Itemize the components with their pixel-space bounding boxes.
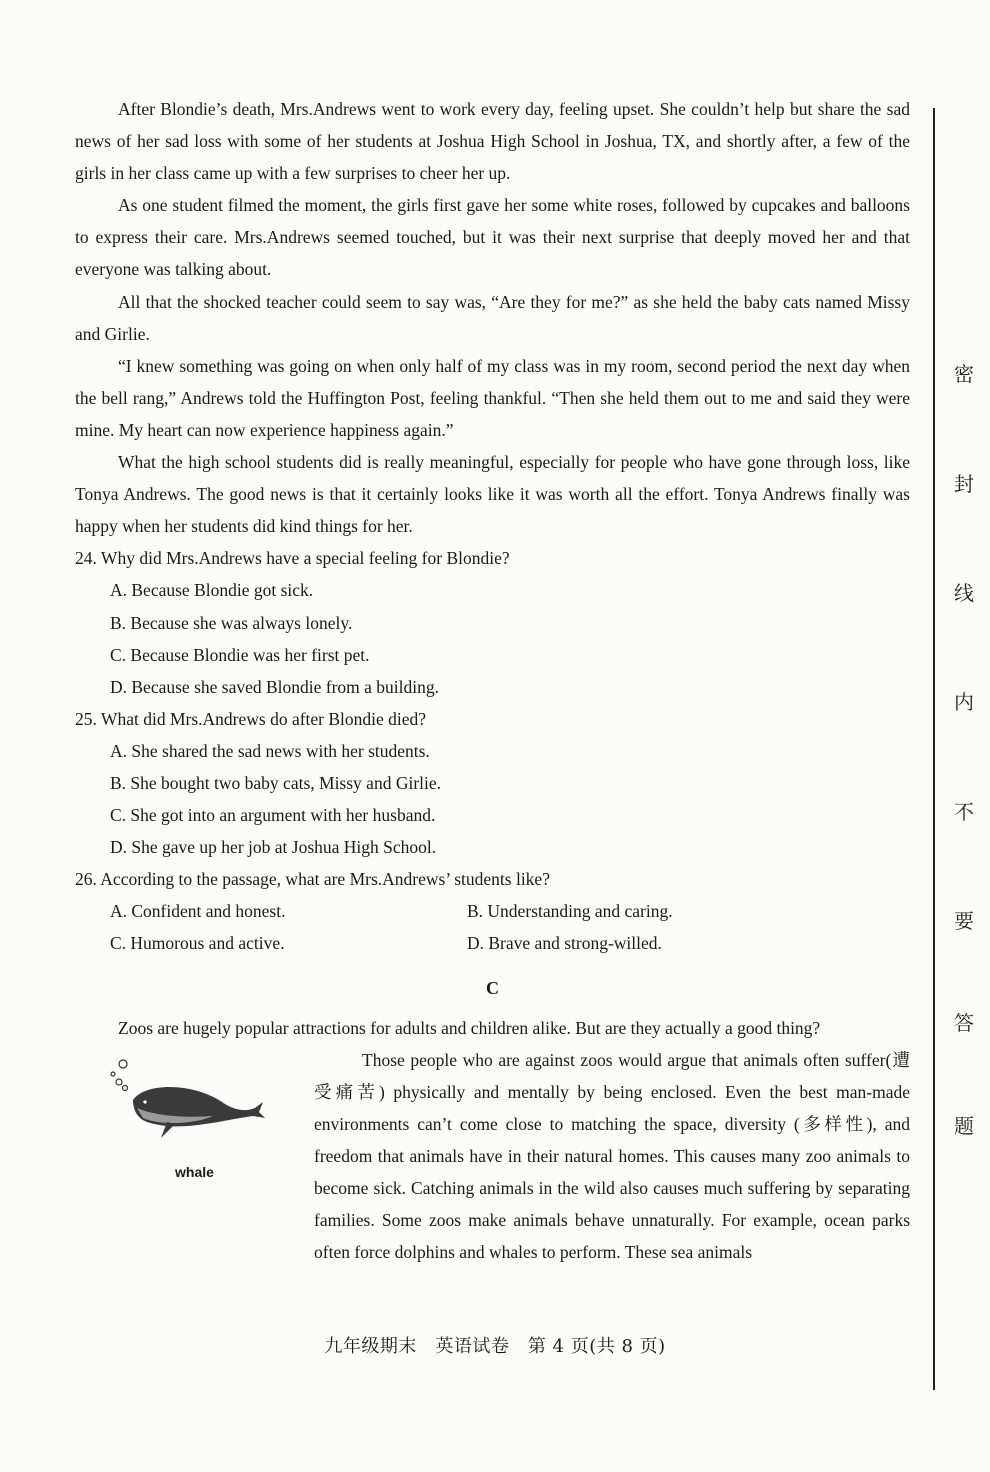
binding-char-8: 题 [954,1114,974,1138]
binding-char-6: 要 [954,909,974,933]
binding-char-2: 封 [954,472,974,496]
page-footer: 九年级期末 英语试卷 第 4 页(共 8 页) [324,1336,666,1357]
passage-c-heading: C [486,977,499,998]
question-24-option-a: A. Because Blondie got sick. [110,580,314,601]
binding-char-4: 内 [954,690,974,714]
question-25-option-c: C. She got into an argument with her husband. [110,805,436,826]
binding-char-3: 线 [954,581,974,605]
binding-line [933,108,935,1390]
question-26-options-row-1 [75,895,910,927]
exam-page-content [75,93,910,1268]
question-24-option-d: D. Because she saved Blondie from a building. [110,676,440,697]
question-26-option-d: D. Brave and strong-willed. [467,933,662,954]
passage-c-body-wrapped: Those people who are against zoos would argue that animals often suffer(遭受痛苦) physically and mentally by being enclosed. Even the best man-made environments can’t come close to matching the space, diversity (多样性), and freedom that animals have in their natural homes. This causes many zoo animals to become sick. Catching animals in the wild also causes much suffering by separating families. Some zoos make animals behave unnaturally. For example, ocean parks often force dolphins and whales to perform. These sea animals [314,1049,910,1263]
passage-b-paragraph-4: “I knew something was going on when only half of my class was in my room, second period the next day when the bell rang,” Andrews told the Huffington Post, feeling thankful. “Then she held them out to me and said they were mine. My heart can now experience happiness again.” [75,355,910,440]
binding-char-1: 密 [954,362,974,386]
question-25-option-b: B. She bought two baby cats, Missy and Girlie. [110,772,442,793]
question-24-option-c: C. Because Blondie was her first pet. [110,644,370,665]
passage-b-paragraph-3: All that the shocked teacher could seem to say was, “Are they for me?” as she held the baby cats named Missy and Girlie. [75,291,910,344]
whale-figure [75,1044,314,1269]
passage-b-paragraph-1: After Blondie’s death, Mrs.Andrews went to work every day, feeling upset. She couldn’t help but share the sad news of her sad loss with some of her students at Joshua High School in Joshua, TX, and shortly after, a few of the girls in her class came up with a few surprises to cheer her up. [75,99,910,184]
passage-c-intro: Zoos are hugely popular attractions for adults and children alike. But are they actually a good thing? [118,1017,821,1038]
whale-icon [105,1052,275,1147]
passage-b-paragraph-2: As one student filmed the moment, the girls first gave her some white roses, followed by cupcakes and balloons to express their care. Mrs.Andrews seemed touched, but it was their next surprise that deeply moved her and that everyone was talking about. [75,195,910,280]
binding-char-7: 答 [954,1011,974,1035]
question-24-option-b: B. Because she was always lonely. [110,612,353,633]
question-26-options-row-2 [75,927,910,959]
question-26-stem: 26. According to the passage, what are Mrs.Andrews’ students like? [75,869,550,890]
question-24-stem: 24. Why did Mrs.Andrews have a special feeling for Blondie? [75,548,510,569]
question-26-option-c: C. Humorous and active. [110,933,285,954]
question-26-option-a: A. Confident and honest. [110,901,286,922]
whale-caption: whale [175,1163,214,1180]
passage-b-paragraph-5: What the high school students did is really meaningful, especially for people who have gone through loss, like Tonya Andrews. The good news is that it certainly looks like it was worth all the effort. Tonya Andrews finally was happy when her students did kind things for her. [75,452,910,537]
question-26-option-b: B. Understanding and caring. [467,901,673,922]
question-25-option-a: A. She shared the sad news with her students. [110,740,430,761]
question-25-option-d: D. She gave up her job at Joshua High School. [110,837,437,858]
passage-c-figure-block [75,1044,910,1269]
question-25-stem: 25. What did Mrs.Andrews do after Blondie died? [75,708,427,729]
binding-char-5: 不 [954,800,974,824]
